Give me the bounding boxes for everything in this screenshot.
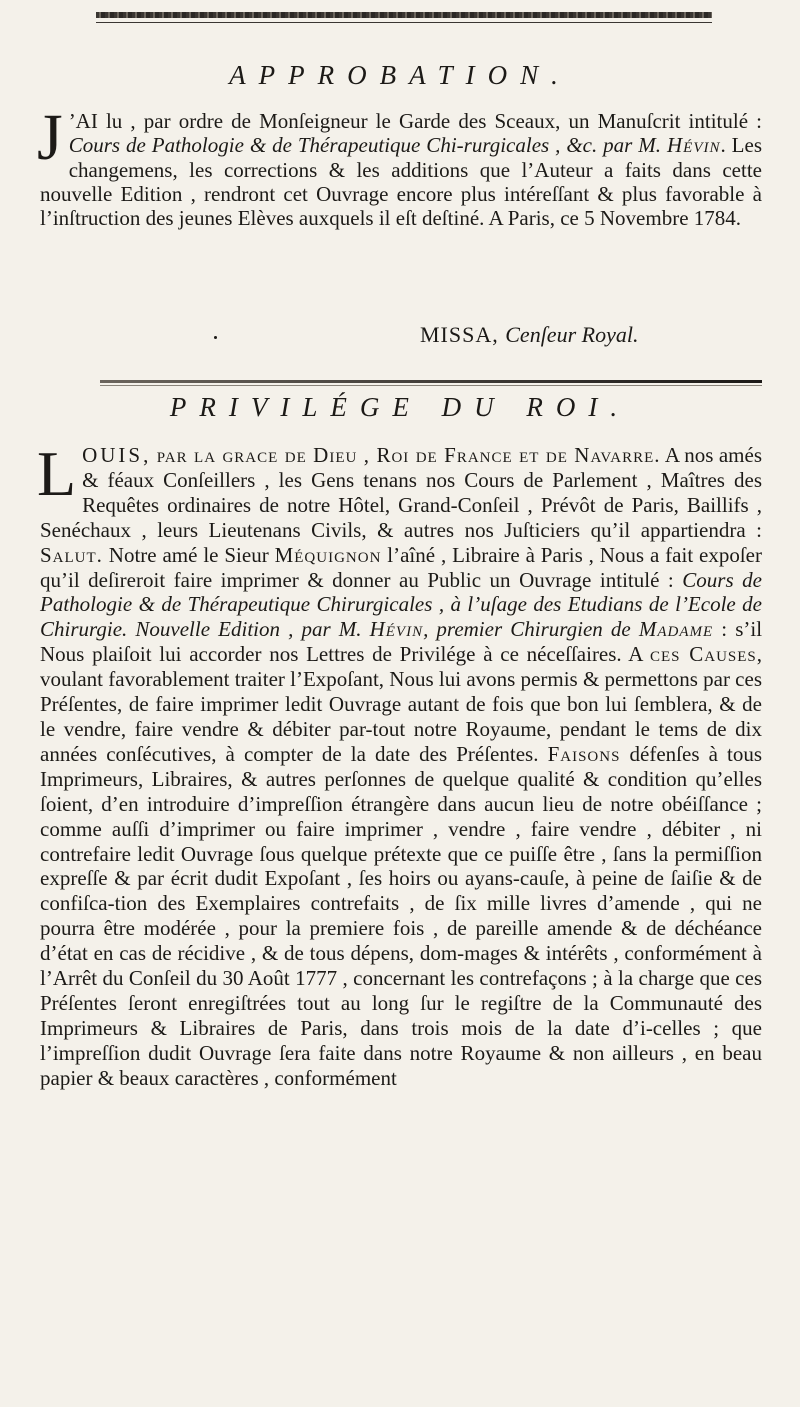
privilege-opening: OUIS, — [82, 443, 152, 467]
approbation-text-body: . Les changemens, les corrections & les additions que l’Auteur a faits dans cette nouvelle Edition , rendront cet Ouvrage encore plus intéreſſant & plus favorable à l’inſtruction des jeunes Elèves auxquels il eſt deſtiné. A Paris, ce 5 Novembre 1784. — [40, 133, 762, 231]
approbation-dropcap: J — [37, 101, 63, 174]
top-ornamental-rule — [96, 12, 712, 18]
privilege-text — [37, 438, 763, 1091]
approbation-title: APPROBATION. — [229, 60, 571, 90]
privilege-notre-ame: Notre amé le Sieur — [108, 542, 269, 567]
privilege-causes: ces Causes — [650, 642, 757, 667]
privilege-madame: Madame — [638, 617, 714, 642]
privilege-addressees: A nos amés & féaux Conſeillers , les Gens tenans nos Cours de Parlement , Maîtres des Requêtes ordinaires de notre Hôtel, Grand-Conſeil , Prévôt de Paris, Baillifs , Senéchaux , leurs Lieutenans Civils, & autres nos Juſticiers qu’il appartiendra : — [40, 443, 763, 542]
approbation-text-intro: ’AI lu , par ordre de Monſeigneur le Garde des Sceaux, un Manuſcrit intitulé : — [68, 109, 762, 133]
privilege-salut: Salut. — [40, 542, 103, 567]
censor-title: Cenſeur Royal. — [505, 322, 639, 347]
privilege-opening-rest: par la grace de Dieu , Roi de France et de Navarre. — [156, 443, 661, 467]
section-divider-rule — [100, 380, 762, 383]
privilege-permission: , voulant favorablement traiter l’Expoſant, Nous lui avons permis & permettons par ces Préſentes, de faire imprimer ledit Ouvrage autant de fois que bon lui ſemblera, & de le vendre, faire vendre & débiter par-tout notre Royaume, pendant le tems de dix années conſécutives, à compter de la date des Préſentes. — [40, 642, 763, 766]
approbation-text — [37, 101, 762, 231]
top-thin-rule — [96, 22, 712, 23]
approbation-author: Hévin — [666, 133, 721, 158]
section-divider-thin-rule — [100, 385, 762, 386]
censor-name: MISSA, — [420, 322, 499, 347]
privilege-prohibitions: défenſes à tous Imprimeurs, Libraires, & autres perſonnes de quelque qualité & condition qu’elles ſoient, d’en introduire d’impreſſion étrangère dans aucun lieu de notre obéiſſance ; comme auſſi d’imprimer ou faire imprimer , vendre , faire vendre , débiter , ni contrefaire ledit Ouvrage ſous quelque prétexte que ce puiſſe être , ſans la permiſſion expreſſe & par écrit dudit Expoſant , ſes hoirs ou ayans-cauſe, à peine de ſaiſie & de confiſca-tion des Exemplaires contrefaits , de ſix mille livres d’amende , qui ne pourra être modérée , pour la premiere fois , de pareille amende & de déchéance d’état en cas de récidive , & de tous dépens, dom-mages & intérêts , conformément à l’Arrêt du Conſeil du 30 Août 1777 , concernant les contrefaçons ; à la charge que ces Préſentes ſeront enregiſtrées tout au long ſur le regiſtre de la Communauté des Imprimeurs & Libraires de Paris, dans trois mois de la date d’i-celles ; que l’impreſſion dudit Ouvrage ſera faite dans notre Royaume & non ailleurs , en beau papier & beaux caractères , conformément — [40, 741, 763, 1090]
privilege-title: PRIVILÉGE DU ROI. — [169, 392, 631, 422]
privilege-book-title: Cours de Pathologie & de Thérapeutique Chirurgicales , à l’uſage des Etudians de l’Ecole de Chirurgie. Nouvelle Edition , par M. — [40, 567, 762, 642]
privilege-surgeon: , premier Chirurgien de — [423, 617, 631, 642]
privilege-grant: : s’il Nous plaiſoit lui accorder nos Lettres de Privilége à ce néceſſaires. A — [40, 617, 763, 667]
privilege-hevin: Hévin — [369, 617, 424, 642]
signature-bullet — [214, 336, 217, 339]
approbation-book-title: Cours de Pathologie & de Thérapeutique Chi-rurgicales , &c. par M. — [68, 133, 662, 158]
privilege-dropcap: L — [37, 438, 77, 509]
approbation-signature — [420, 322, 638, 348]
privilege-request: l’aîné , Libraire à Paris , Nous a fait expoſer qu’il deſireroit faire imprimer & donner au Public un Ouvrage intitulé : — [40, 542, 762, 592]
privilege-mequignon: Méquignon — [274, 542, 382, 567]
privilege-faisons: Faisons — [547, 741, 621, 766]
